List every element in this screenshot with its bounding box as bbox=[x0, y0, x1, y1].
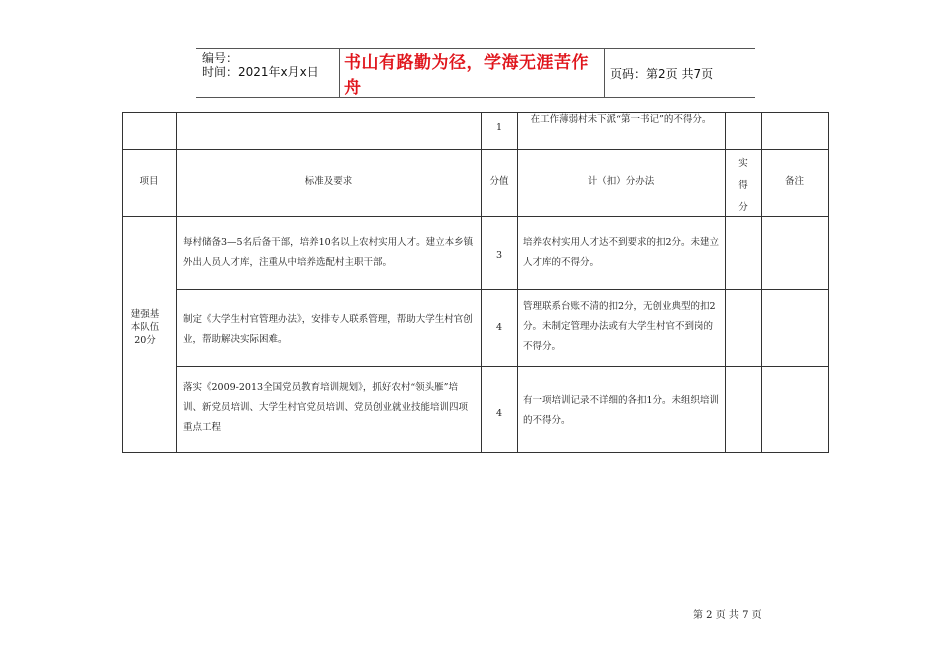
table-rule bbox=[761, 112, 762, 453]
header-motto: 书山有路勤为径，学海无涯苦作舟 bbox=[344, 53, 589, 98]
top-row-method: 在工作薄弱村未下派“第一书记”的不得分。 bbox=[530, 114, 712, 125]
row-2-method: 管理联系台账不清的扣2分，无创业典型的扣2分。未制定管理办法或有大学生村官不到岗的不得分。 bbox=[523, 301, 716, 352]
table-rule bbox=[122, 112, 123, 453]
header-page-code: 页码：第2页 共7页 bbox=[610, 66, 714, 81]
time-label: 时间：2021年x月x日 bbox=[202, 65, 319, 79]
table-rule bbox=[176, 366, 829, 367]
header-meta bbox=[202, 51, 319, 79]
row-2-standard: 制定《大学生村官管理办法》，安排专人联系管理，帮助大学生村官创业，帮助解决实际困难。 bbox=[183, 314, 473, 345]
group-label: 建强基本队伍20分 bbox=[130, 309, 160, 346]
page-footer: 第 2 页 共 7 页 bbox=[693, 610, 762, 621]
row-3-score: 4 bbox=[495, 408, 503, 419]
table-rule bbox=[481, 112, 482, 453]
table-rule bbox=[517, 112, 518, 453]
serial-label: 编号： bbox=[202, 51, 239, 65]
table-rule bbox=[828, 112, 829, 453]
row-1-standard: 每村储备3—5名后备干部，培养10名以上农村实用人才。建立本乡镇外出人员人才库，注重从中培养选配村主职干部。 bbox=[183, 237, 474, 268]
col-header-remarks: 备注 bbox=[784, 176, 804, 187]
page-header bbox=[196, 48, 755, 98]
table-rule bbox=[122, 216, 829, 217]
col-header-standard: 标准及要求 bbox=[304, 176, 353, 187]
col-header-actual: 实得分 bbox=[738, 158, 748, 213]
col-header-score: 分值 bbox=[489, 176, 509, 187]
row-2-score: 4 bbox=[495, 322, 503, 333]
table-rule bbox=[725, 112, 726, 453]
table-rule bbox=[122, 452, 829, 453]
row-3-method: 有一项培训记录不详细的各扣1分。未组织培训的不得分。 bbox=[523, 395, 720, 426]
row-3-standard: 落实《2009-2013全国党员教育培训规划》，抓好农村“领头雁”培训、新党员培训、大学生村官党员培训、党员创业就业技能培训四项重点工程 bbox=[183, 382, 469, 433]
row-1-score: 3 bbox=[495, 250, 503, 261]
header-divider bbox=[339, 48, 340, 98]
table-rule bbox=[122, 112, 829, 113]
top-row-score: 1 bbox=[495, 122, 503, 133]
col-header-method: 计（扣）分办法 bbox=[587, 176, 655, 187]
scoring-table bbox=[122, 112, 829, 453]
table-rule bbox=[176, 289, 829, 290]
table-rule bbox=[122, 149, 829, 150]
header-divider bbox=[604, 48, 605, 98]
row-1-method: 培养农村实用人才达不到要求的扣2分。未建立人才库的不得分。 bbox=[523, 237, 720, 268]
col-header-item: 项目 bbox=[139, 176, 159, 187]
table-rule bbox=[176, 112, 177, 453]
